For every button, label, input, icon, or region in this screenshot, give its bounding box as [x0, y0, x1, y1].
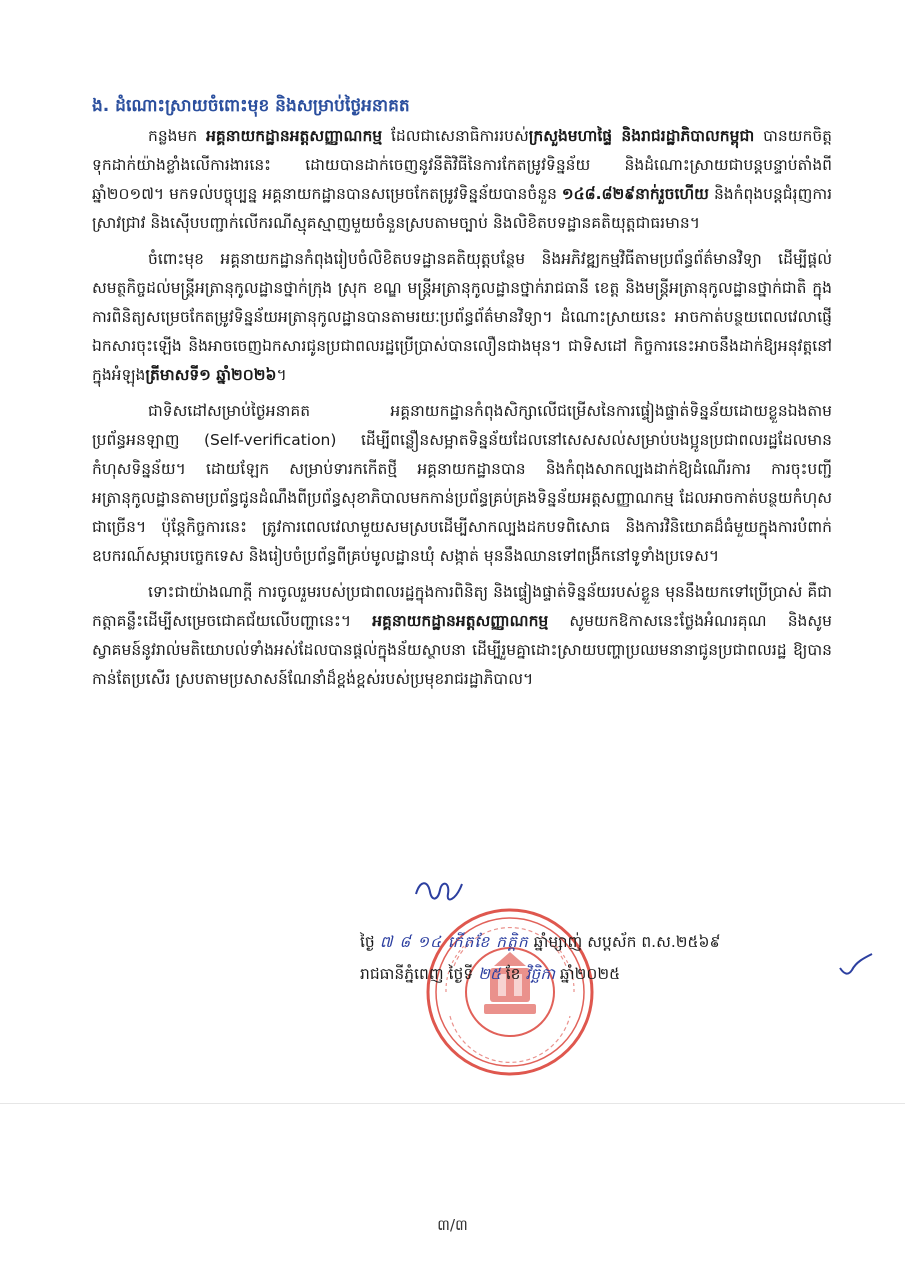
paragraph-3: ជាទិសដៅសម្រាប់ថ្ងៃអនាគត អគ្គនាយកដ្ឋានកំពុងសិក្សាលើជម្រើសនៃការផ្ទៀងផ្ទាត់ទិន្នន័យដោយខ្លួនឯងតាមប្រព័ន្ធអនឡាញ (Self-verification) ដើម្បីពន្លឿនសម្អាតទិន្នន័យដែលនៅសេសសល់សម្រាប់បងប្អូនប្រជាពលរដ្ឋដែលមានកំហុសទិន្នន័យ។ ដោយឡែក សម្រាប់ទារកកើតថ្មី អគ្គនាយកដ្ឋានបាន និងកំពុងសាកល្បងដាក់ឱ្យដំណើរការ ការចុះបញ្ជីអត្រានុកូលដ្ឋានតាមប្រព័ន្ធជូនដំណឹងពីប្រព័ន្ធសុខាភិបាលមកកាន់ប្រព័ន្ធគ្រប់គ្រងទិន្នន័យអត្តសញ្ញាណកម្ម ដែលអាចកាត់បន្ថយកំហុសជាច្រើន។ ប៉ុន្តែកិច្ចការនេះ ត្រូវការពេលវេលាមួយសមស្របដើម្បីសាកល្បងដកបទពិសោធ និងការវិនិយោគដ៏ធំមួយក្នុងការបំពាក់ឧបករណ៍សម្ភារបច្ចេកទេស និងរៀបចំប្រព័ន្ធពីគ្រប់មូលដ្ឋានឃុំ សង្កាត់ មុននឹងឈានទៅពង្រីកនៅទូទាំងប្រទេស។	[92, 402, 832, 565]
paragraph-2	[92, 245, 832, 390]
text-run: សូមយកឱកាសនេះថ្លែងអំណរគុណ និងសូមស្វាគមន៍នូវរាល់មតិយោបល់ទាំងអស់ដែលបានផ្តល់ក្នុងន័យស្ថាបនា ដើម្បីរួមគ្នាដោះស្រាយបញ្ហាប្រឈមនានាជូនប្រជាពលរដ្ឋ ឱ្យបានកាន់តែប្រសើរ ស្របតាមប្រសាសន៍ណែនាំដ៏ខ្ពង់ខ្ពស់របស់ប្រមុខរាជរដ្ឋាភិបាល។	[92, 612, 832, 688]
text-run: បានយកចិត្តទុកដាក់យ៉ាងខ្លាំងលើការងារនេះ ដោយបានដាក់ចេញនូវនីតិវិធីនៃការកែតម្រូវទិន្នន័យ និងដំណោះស្រាយជាបន្តបន្ទាប់តាំងពីឆ្នាំ២០១៧។ មកទល់បច្ចុប្បន្ន អគ្គនាយកដ្ឋានបានសម្រេចកែតម្រូវទិន្នន័យបានចំនួន	[92, 127, 832, 203]
signature-tick	[836, 950, 876, 980]
body-text	[92, 122, 832, 701]
text-run: និងកំពុងបន្តជំរុញការស្រាវជ្រាវ និងស៊ើបបញ្ជាក់លើករណីស្មុគស្មាញមួយចំនួនស្របតាមច្បាប់ និងលិខិតបទដ្ឋានគតិយុត្តជាធរមាន។	[92, 185, 833, 232]
text-run: កន្លងមក	[148, 127, 207, 145]
solar-year: ឆ្នាំ២០២៥	[559, 965, 621, 983]
date-block	[360, 926, 860, 990]
text-run: ដែលជាសេនាធិការរបស់	[382, 127, 529, 145]
solar-day: ២៥	[478, 965, 501, 983]
text-run: ។	[276, 366, 287, 384]
footer-divider	[0, 1103, 905, 1104]
bold-run: ត្រីមាសទី១ ឆ្នាំ២០២៦	[145, 366, 277, 384]
signature-initial	[410, 870, 470, 910]
solar-month-label: ខែ	[505, 965, 521, 983]
page-number: ៣/៣	[437, 1216, 468, 1234]
paragraph-1	[92, 122, 832, 238]
bold-run: អគ្គនាយកដ្ឋានអត្តសញ្ញាណកម្ម	[372, 612, 549, 630]
lunar-date-suffix: ឆ្នាំម្សាញ់ សប្តស័ក ព.ស.២៥៦៩	[533, 933, 721, 951]
paragraph-4	[92, 578, 832, 694]
solar-month: វិច្ឆិកា	[525, 965, 555, 983]
section-heading: ង. ដំណោះស្រាយចំពោះមុខ និងសម្រាប់ថ្ងៃអនាគត	[92, 96, 410, 116]
lunar-date-line	[360, 926, 860, 958]
solar-date-line	[360, 958, 860, 990]
bold-run: អគ្គនាយកដ្ឋានអត្តសញ្ញាណកម្ម	[206, 127, 383, 145]
lunar-date-label: ថ្ងៃ	[360, 933, 375, 951]
lunar-date-fill: ៧ ៨ ១៤ កើតខែ កត្ដិក	[379, 933, 529, 951]
text-run: ចំពោះមុខ អគ្គនាយកដ្ឋានកំពុងរៀបចំលិខិតបទដ្ឋានគតិយុត្តបន្ថែម និងអភិវឌ្ឍកម្មវិធីតាមប្រព័ន្ធព័ត៌មានវិទ្យា ដើម្បីផ្តល់សមត្ថកិច្ចដល់មន្ត្រីអត្រានុកូលដ្ឋានថ្នាក់ក្រុង ស្រុក ខណ្ឌ មន្ត្រីអត្រានុកូលដ្ឋានថ្នាក់រាជធានី ខេត្ត និងមន្ត្រីអត្រានុកូលដ្ឋានថ្នាក់ជាតិ ក្នុងការពិនិត្យសម្រេចកែតម្រូវទិន្នន័យអត្រានុកូលដ្ឋានបានតាមរយៈប្រព័ន្ធព័ត៌មានវិទ្យា។ ដំណោះស្រាយនេះ អាចកាត់បន្ថយពេលវេលាផ្ញើឯកសារចុះឡើង និងអាចចេញឯកសារជូនប្រជាពលរដ្ឋប្រើប្រាស់បានលឿនជាងមុន។ ជាទិសដៅ កិច្ចការនេះអាចនឹងដាក់ឱ្យអនុវត្តនៅក្នុងអំឡុង	[92, 250, 832, 384]
bold-run: ក្រសួងមហាផ្ទៃ និងរាជរដ្ឋាភិបាលកម្ពុជា	[528, 127, 755, 145]
solar-date-label: រាជធានីភ្នំពេញ ថ្ងៃទី	[360, 965, 474, 983]
bold-run: ១៤៨.៨២៩នាក់រួចហើយ	[561, 185, 709, 203]
text-run: ទោះជាយ៉ាងណាក្តី ការចូលរួមរបស់ប្រជាពលរដ្ឋក្នុងការពិនិត្យ និងផ្ទៀងផ្ទាត់ទិន្នន័យរបស់ខ្លួន មុននឹងយកទៅប្រើប្រាស់ គឺជាកត្តាគន្លឹះដើម្បីសម្រេចជោគជ័យលើបញ្ហានេះ។	[92, 583, 832, 630]
